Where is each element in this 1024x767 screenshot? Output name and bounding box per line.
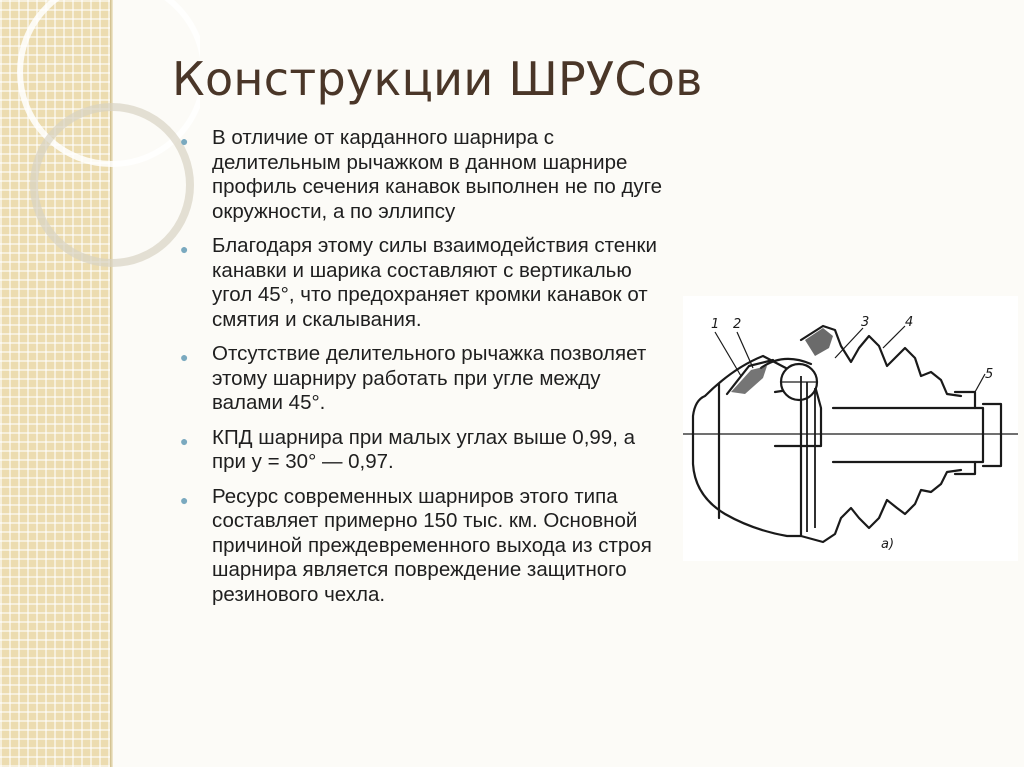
bullet-item bbox=[180, 426, 670, 475]
bullet-marker-icon: ● bbox=[180, 349, 189, 365]
cv-joint-diagram bbox=[683, 296, 1018, 561]
bullet-list bbox=[180, 126, 670, 617]
part-label-4: 4 bbox=[905, 315, 914, 330]
decorative-rings bbox=[0, 0, 200, 300]
bullet-marker-icon: ● bbox=[180, 241, 189, 257]
bullet-text: КПД шарнира при малых углах выше 0,99, а при у = 30° — 0,97. bbox=[212, 425, 636, 473]
bullet-marker-icon: ● bbox=[180, 491, 189, 508]
bullet-item bbox=[180, 234, 670, 332]
bullet-text: Отсутствие делительного рычажка позволяет этому шарниру работать при угле между валами 45°. bbox=[212, 342, 647, 414]
part-label-5: 5 bbox=[985, 367, 994, 382]
bullet-text: В отличие от карданного шарнира с делительным рычажком в данном шарнире профиль сечения канавок выполнен не по дуге окружности, а по эллипсу bbox=[212, 126, 663, 223]
part-label-1: 1 bbox=[711, 317, 720, 332]
bullet-item bbox=[180, 126, 670, 224]
figure-caption: а) bbox=[881, 537, 895, 552]
part-label-3: 3 bbox=[861, 315, 870, 330]
diagram-background bbox=[683, 296, 1018, 561]
bullet-marker-icon: ● bbox=[180, 432, 189, 449]
bullet-marker-icon: ● bbox=[180, 133, 189, 149]
bullet-text: Ресурс современных шарниров этого типа составляет примерно 150 тыс. км. Основной причиной преждевременного выхода из строя шарнира является повреждение защитного резинового чехла. bbox=[212, 484, 652, 606]
bullet-item bbox=[180, 342, 670, 416]
part-label-2: 2 bbox=[733, 317, 742, 332]
bullet-text: Благодаря этому силы взаимодействия стенки канавки и шарика составляют с вертикалью угол 45°, что предохраняет кромки канавок от смятия и скалывания. bbox=[212, 234, 657, 331]
decorative-ring-bottom bbox=[34, 107, 190, 263]
slide-title: Конструкции ШРУСов bbox=[172, 52, 703, 106]
bullet-item bbox=[180, 485, 670, 608]
